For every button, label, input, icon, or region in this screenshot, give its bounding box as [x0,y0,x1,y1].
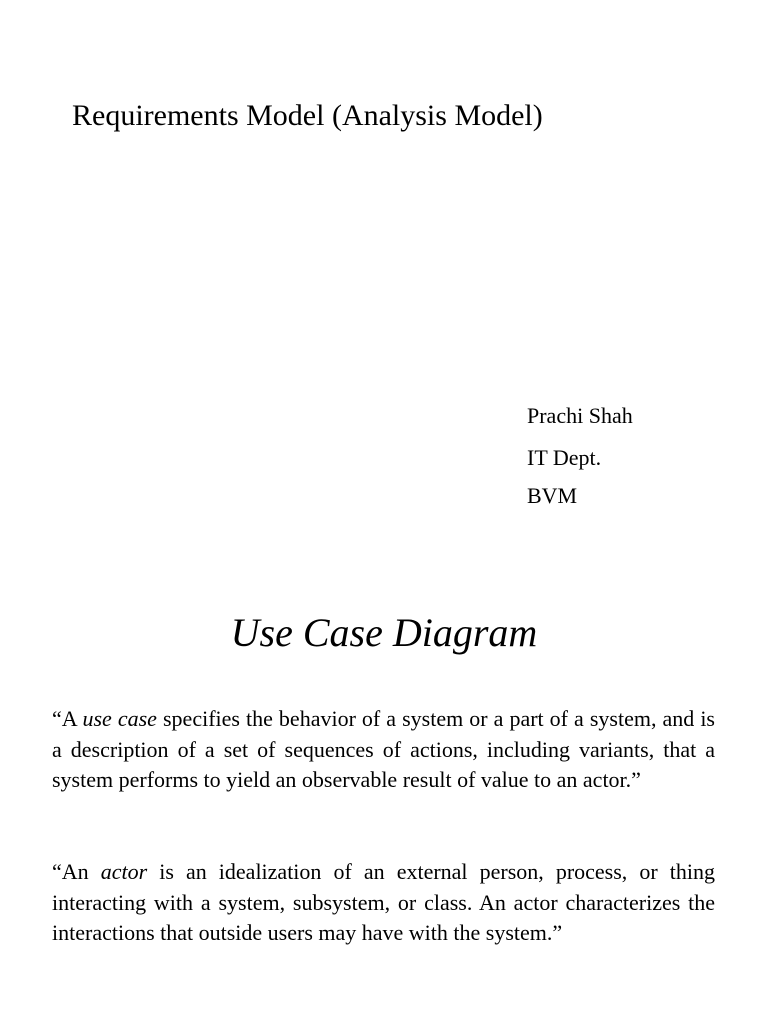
actor-definition-body: is an idealization of an external person, process, or thing interacting with a system, subsystem, or class. An actor characterizes the interactions that outside users may have with the system.” [52,859,715,945]
slide-title: Requirements Model (Analysis Model) [72,99,543,132]
use-case-definition [52,704,715,796]
author-name: Prachi Shah [527,403,633,428]
use-case-definition-body: specifies the behavior of a system or a part of a system, and is a description of a set of sequences of actions, including variants, that a system performs to yield an observable result of value to an actor.” [52,706,715,792]
actor-term: actor [100,859,148,884]
author-department: IT Dept. [527,445,602,470]
actor-definition-lead: “An [52,859,101,884]
author-institution: BVM [527,483,578,508]
actor-definition [52,857,715,949]
section-title: Use Case Diagram [230,610,538,655]
use-case-definition-lead: “A [52,706,83,731]
use-case-term: use case [82,706,157,731]
